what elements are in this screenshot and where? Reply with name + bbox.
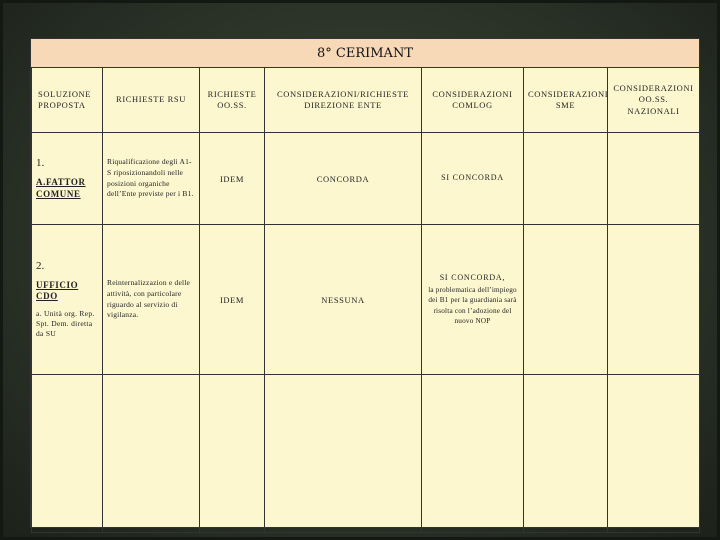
- sme-cell: [524, 225, 608, 375]
- ooss-request-cell: IDEM: [200, 225, 265, 375]
- ooss-nazionali-cell: [608, 225, 700, 375]
- comlog-verdict: SI CONCORDA,: [439, 272, 506, 282]
- comlog-cell: [422, 225, 524, 375]
- table-header-row: [32, 68, 700, 133]
- header-richieste-rsu: RICHIESTE RSU: [103, 68, 200, 133]
- solution-subtitle: a. Unità org. Rep. Spt. Dem. diretta da SU: [36, 309, 95, 339]
- solution-cell: [32, 375, 103, 533]
- table-row: [32, 225, 700, 375]
- slide: [30, 38, 700, 528]
- comlog-note: la problematica dell’impiego dei B1 per la guardiania sarà risolta con l’adozione del nuovo NOP: [428, 285, 517, 325]
- direzione-cell: [265, 375, 422, 533]
- comlog-cell: [422, 133, 524, 225]
- rsu-request-cell: Reinternalizzazion e delle attività, con particolare riguardo al servizio di vigilanza.: [103, 225, 200, 375]
- solution-cell: [32, 133, 103, 225]
- solution-number: 2.: [36, 259, 45, 272]
- solution-name: UFFICIO CDO: [36, 279, 79, 302]
- rsu-request-cell: [103, 375, 200, 533]
- solution-name: A.FATTOR COMUNE: [36, 176, 86, 199]
- ooss-request-cell: [200, 375, 265, 533]
- direzione-cell: CONCORDA: [265, 133, 422, 225]
- ooss-nazionali-cell: [608, 375, 700, 533]
- solution-cell: [32, 225, 103, 375]
- comlog-cell: [422, 375, 524, 533]
- ooss-request-cell: IDEM: [200, 133, 265, 225]
- sme-cell: [524, 133, 608, 225]
- table-row: [32, 375, 700, 533]
- header-ooss-nazionali: CONSIDERAZIONI OO.SS. NAZIONALI: [608, 68, 700, 133]
- comlog-verdict: SI CONCORDA: [441, 172, 504, 182]
- solution-number: 1.: [36, 156, 45, 169]
- sme-cell: [524, 375, 608, 533]
- proposal-table: [31, 67, 700, 533]
- header-soluzione: SOLUZIONE PROPOSTA: [32, 68, 103, 133]
- slide-title: 8° CERIMANT: [31, 39, 699, 68]
- ooss-nazionali-cell: [608, 133, 700, 225]
- header-comlog: CONSIDERAZIONI COMLOG: [422, 68, 524, 133]
- rsu-request-cell: Riqualificazione degli A1-S riposizionandoli nelle posizioni organiche dell’Ente previste per i B1.: [103, 133, 200, 225]
- table-row: [32, 133, 700, 225]
- direzione-cell: NESSUNA: [265, 225, 422, 375]
- header-direzione-ente: CONSIDERAZIONI/RICHIESTE DIREZIONE ENTE: [265, 68, 422, 133]
- header-sme: CONSIDERAZIONI SME: [524, 68, 608, 133]
- header-richieste-ooss: RICHIESTE OO.SS.: [200, 68, 265, 133]
